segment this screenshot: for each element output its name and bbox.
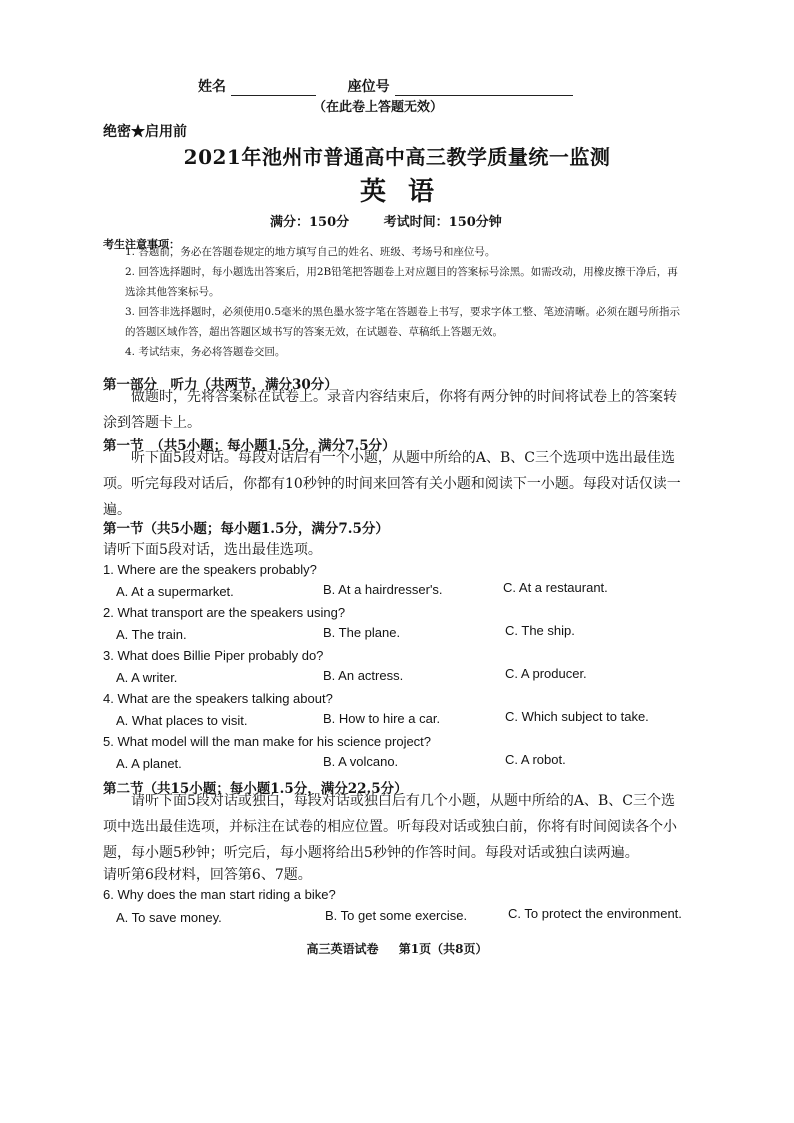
option-a: A. At a supermarket. bbox=[116, 584, 234, 599]
part1-intro: 做题时，先将答案标在试卷上。录音内容结束后，你将有两分钟的时间将试卷上的答案转涂到答题卡上。 bbox=[103, 389, 677, 431]
option-c: C. The ship. bbox=[505, 623, 575, 638]
name-blank bbox=[231, 81, 316, 96]
option-b: B. At a hairdresser's. bbox=[323, 582, 443, 597]
candidate-info bbox=[198, 76, 573, 96]
option-b: B. A volcano. bbox=[323, 754, 399, 769]
option-c: C. A producer. bbox=[505, 666, 587, 681]
option-a: A. What places to visit. bbox=[116, 713, 248, 728]
subject-title: 英语 bbox=[359, 177, 456, 207]
option-b: B. To get some exercise. bbox=[325, 908, 468, 923]
option-b: B. How to hire a car. bbox=[323, 711, 441, 726]
section1b-heading: 第一节（共5小题；每小题1.5分，满分7.5分） bbox=[103, 521, 389, 537]
option-b: B. The plane. bbox=[323, 625, 401, 640]
note-item: 2. 回答选择题时，每小题选出答案后，用2B铅笔把答题卷上对应题目的答案标号涂黑。如需改动，用橡皮擦干净后，再选涂其他答案标号。 bbox=[125, 266, 678, 298]
paper-name: 高三英语试卷 bbox=[306, 942, 379, 956]
section2-intro: 请听下面5段对话或独白，每段对话或独白后有几个小题，从题中所给的A、B、C三个选项中选出最佳选项，并标注在试卷的相应位置。听每段对话或独白前，你将有时间阅读各个小题，每小题5秒钟；听完后，每小题将给出5秒钟的作答时间。每段对话或独白读两遍。 bbox=[103, 793, 677, 861]
exam-title: 2021年池州市普通高中高三教学质量统一监测 bbox=[183, 145, 611, 169]
seat-blank bbox=[395, 81, 573, 96]
option-a: A. The train. bbox=[116, 627, 187, 642]
question-stem: 3. What does Billie Piper probably do? bbox=[103, 648, 324, 663]
page-number: 第1页（共8页） bbox=[398, 942, 488, 956]
question-stem: 1. Where are the speakers probably? bbox=[103, 562, 317, 577]
option-c: C. At a restaurant. bbox=[503, 580, 608, 595]
part1-heading: 第一部分 听力（共两节，满分30分） bbox=[103, 377, 338, 393]
full-score: 满分：150分 bbox=[270, 215, 350, 230]
exam-time: 考试时间：150分钟 bbox=[383, 215, 502, 230]
note-item: 3. 回答非选择题时，必须使用0.5毫米的黑色墨水签字笔在答题卷上书写，要求字体工整、笔迹清晰。必须在题号所指示的答题区域作答，超出答题区域书写的答案无效，在试题卷、草稿纸上答题无效。 bbox=[125, 306, 681, 338]
question-stem: 2. What transport are the speakers using? bbox=[103, 605, 346, 620]
option-a: A. To save money. bbox=[116, 910, 222, 925]
notes-heading: 考生注意事项： bbox=[103, 238, 180, 251]
option-b: B. An actress. bbox=[323, 668, 404, 683]
name-label: 姓名 bbox=[198, 79, 226, 95]
question-stem: 5. What model will the man make for his science project? bbox=[103, 734, 432, 749]
section2-instruction: 请听第6段材料，回答第6、7题。 bbox=[103, 867, 312, 883]
invalid-note: （在此卷上答题无效） bbox=[313, 100, 444, 115]
question-stem: 4. What are the speakers talking about? bbox=[103, 691, 333, 706]
option-a: A. A writer. bbox=[116, 670, 178, 685]
section2-heading: 第二节（共15小题；每小题1.5分，满分22.5分） bbox=[103, 781, 408, 797]
section1-heading: 第一节 （共5小题；每小题1.5分，满分7.5分） bbox=[103, 438, 396, 454]
option-c: C. To protect the environment. bbox=[508, 906, 682, 921]
section1b-intro: 请听下面5段对话，选出最佳选项。 bbox=[103, 542, 322, 558]
exam-meta bbox=[270, 211, 502, 230]
seat-label: 座位号 bbox=[347, 79, 390, 95]
section1-intro: 听下面5段对话。每段对话后有一个小题，从题中所给的A、B、C三个选项中选出最佳选项。听完每段对话后，你都有10秒钟的时间来回答有关小题和阅读下一小题。每段对话仅读一遍。 bbox=[103, 450, 681, 518]
page-footer bbox=[0, 940, 794, 957]
note-item: 4. 考试结束，务必将答题卷交回。 bbox=[125, 346, 286, 358]
secret-label: 绝密★启用前 bbox=[103, 124, 187, 140]
option-a: A. A planet. bbox=[116, 756, 182, 771]
note-item: 1. 答题前，务必在答题卷规定的地方填写自己的姓名、班级、考场号和座位号。 bbox=[125, 246, 496, 258]
question-stem: 6. Why does the man start riding a bike? bbox=[103, 887, 336, 902]
option-c: C. A robot. bbox=[505, 752, 566, 767]
option-c: C. Which subject to take. bbox=[505, 709, 649, 724]
